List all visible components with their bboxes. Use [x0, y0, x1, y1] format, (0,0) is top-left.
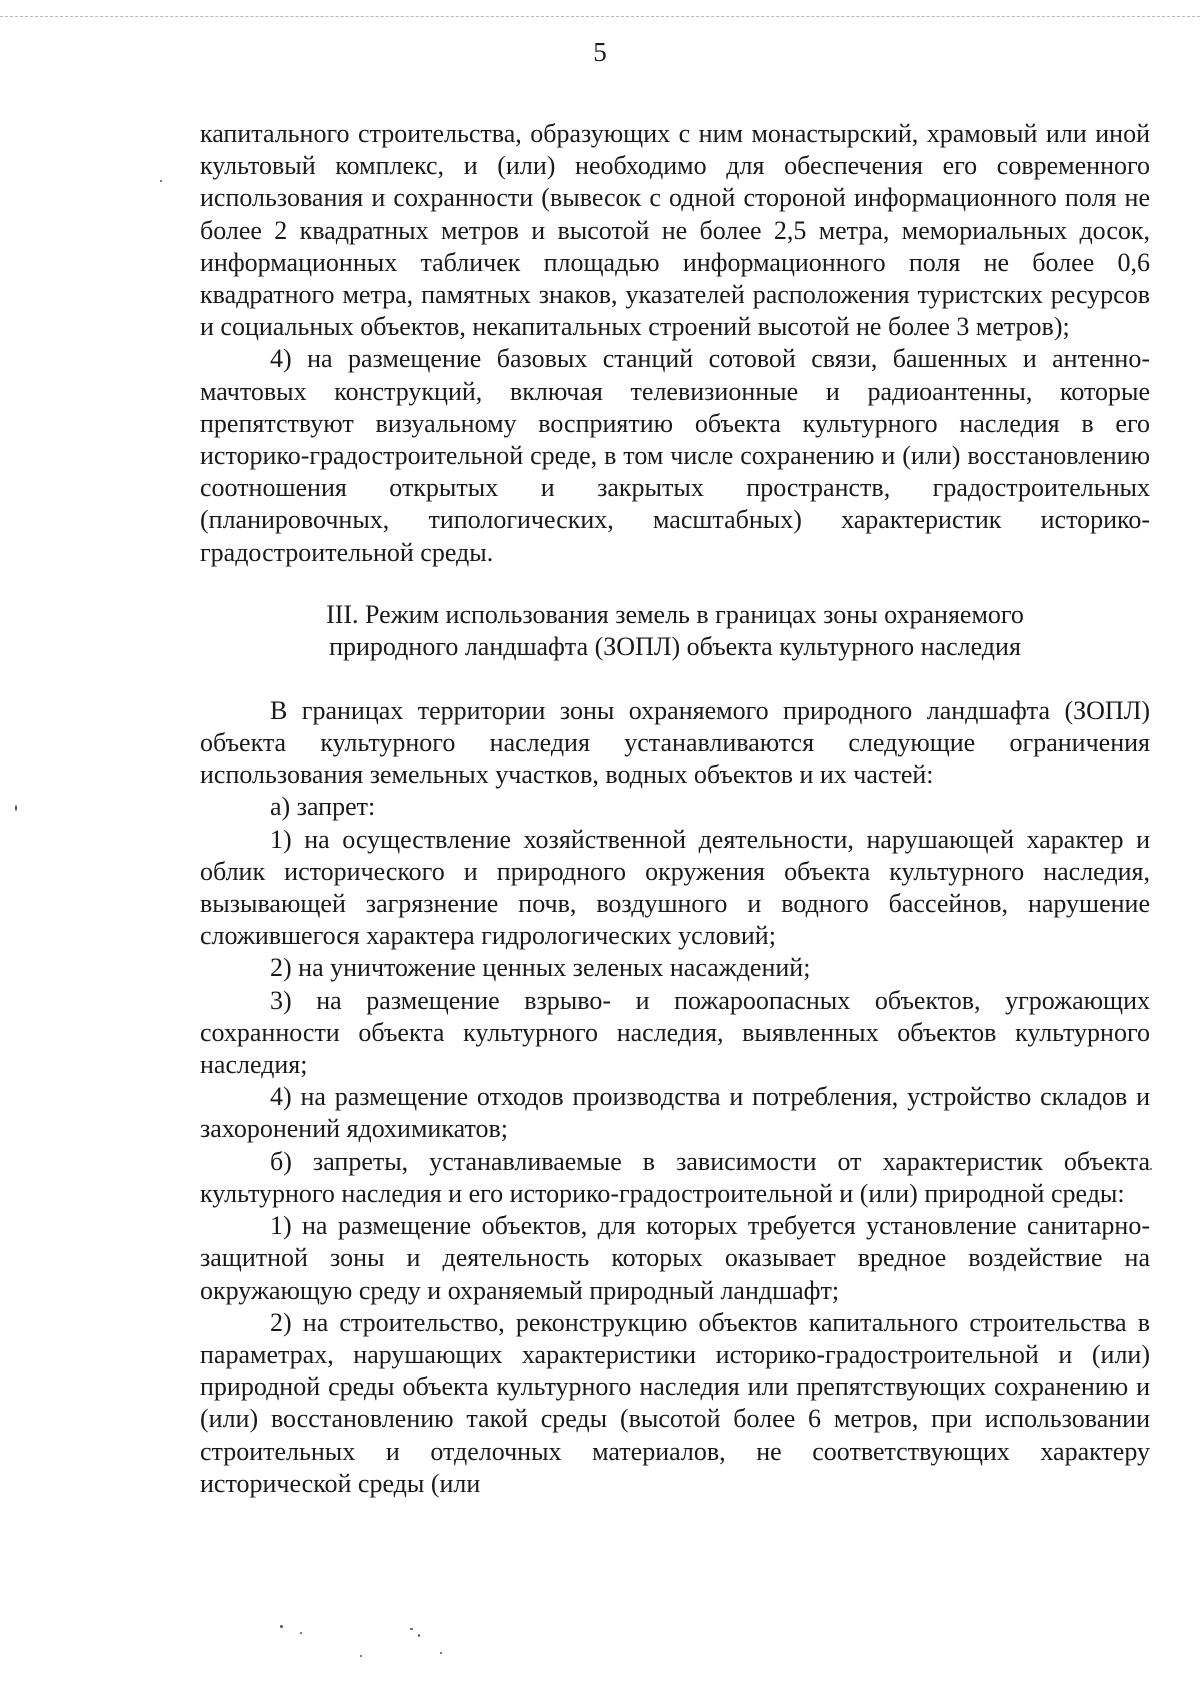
scan-speck [418, 1634, 420, 1637]
document-body [200, 118, 1150, 1500]
paragraph-intro: В границах территории зоны охраняемого природного ландшафта (ЗОПЛ) объекта культурного наследия устанавливаются следующие ограничения использования земельных участков, водных объектов и их частей: [200, 695, 1150, 790]
paragraph-a-4: 4) на размещение отходов производства и потребления, устройство складов и захоронений ядохимикатов; [200, 1082, 1150, 1144]
paragraph-a-2: 2) на уничтожение ценных зеленых насаждений; [270, 953, 811, 983]
paragraph-a-1: 1) на осуществление хозяйственной деятельности, нарушающей характер и облик исторического и природного окружения объекта культурного наследия, вызывающей загрязнение почв, воздушного и водного бассейнов, нарушение сложившегося характера гидрологических условий; [200, 824, 1150, 951]
paragraph-a-3: 3) на размещение взрыво- и пожароопасных объектов, угрожающих сохранности объекта культурного наследия, выявленных объектов культурного наследия; [200, 985, 1150, 1080]
scan-speck [160, 180, 162, 182]
paragraph-b-bans: б) запреты, устанавливаемые в зависимости от характеристик объекта культурного наследия и его историко-градостроительной и (или) природной среды: [200, 1146, 1150, 1208]
paragraph-continuation: капитального строительства, образующих с ним монастырский, храмовый или иной культовый комплекс, и (или) необходимо для обеспечения его современного использования и сохранности (вывесок с одной стороной информационного поля не более 2 квадратных метров и высотой не более 2,5 метра, мемориальных досок, информационных табличек площадью информационного поля не более 0,6 квадратного метра, памятных знаков, указателей расположения туристских ресурсов и социальных объектов, некапитальных строений высотой не более 3 метров); [200, 119, 1150, 342]
paragraph-b-1: 1) на размещение объектов, для которых требуется установление санитарно-защитной зоны и деятельность которых оказывает вредное воздействие на окружающую среду и охраняемый природный ландшафт; [200, 1211, 1150, 1305]
scan-speck [360, 1655, 362, 1657]
section-heading [200, 599, 1150, 663]
scan-speck [410, 1628, 413, 1630]
section-heading-line-1: III. Режим использования земель в границах зоны охраняемого [326, 599, 1024, 629]
scan-edge-line [0, 16, 1200, 17]
paragraph-item-4-antennas: 4) на размещение базовых станций сотовой связи, башенных и антенно-мачтовых конструкций, включая телевизионные и радиоантенны, которые препятствуют визуальному восприятию объекта культурного наследия в его историко-градостроительной среде, в том числе сохранению и (или) восстановлению соотношения открытых и закрытых пространств, градостроительных (планировочных, типологических, масштабных) характеристик историко-градостроительной среды. [200, 344, 1150, 567]
scan-speck [300, 1632, 302, 1634]
scan-speck [440, 1652, 442, 1654]
scan-speck [1150, 1168, 1152, 1170]
paragraph-b-2: 2) на строительство, реконструкцию объектов капитального строительства в параметрах, нарушающих характеристики историко-градостроительной и (или) природной среды объекта культурного наследия или препятствующих сохранению и (или) восстановлению такой среды (высотой более 6 метров, при использовании строительных и отделочных материалов, не соответствующих характеру исторической среды (или [200, 1307, 1150, 1498]
scan-speck [15, 805, 17, 811]
page-number: 5 [593, 37, 607, 67]
section-heading-line-2: природного ландшафта (ЗОПЛ) объекта культурного наследия [329, 631, 1021, 661]
paragraph-a-ban: а) запрет: [270, 792, 376, 822]
scan-speck [280, 1625, 283, 1628]
